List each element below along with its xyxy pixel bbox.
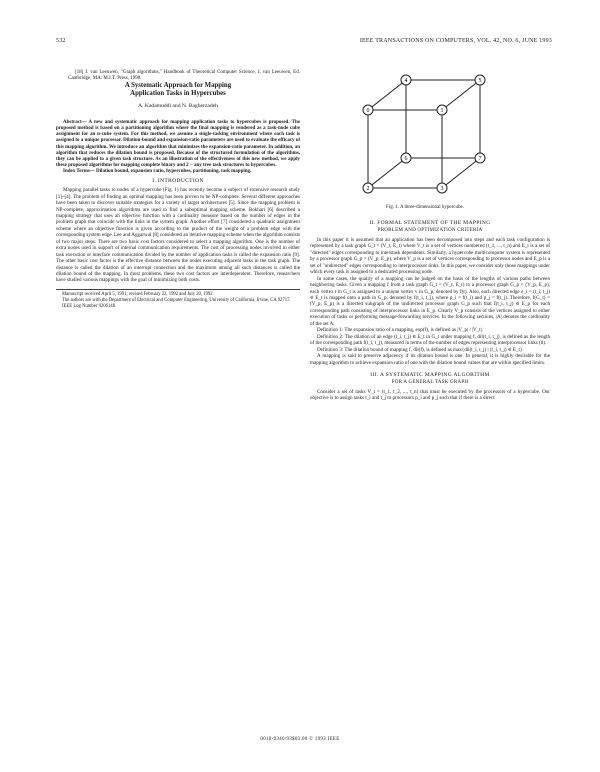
node-label-3: 3 — [440, 186, 444, 192]
article-authors: A. Kadamuddi and N. Bagherzadeh — [138, 103, 218, 110]
journal-header: IEEE TRANSACTIONS ON COMPUTERS, VOL. 42, NO. 6, JUNE 1993 — [359, 38, 552, 44]
definition-3: Definition 3: The dilation bound of mapping f, dil(f), is defined as max{dil(t_i, t_j) | (t_i, t_j) ∈ E_t}. — [317, 346, 524, 353]
node-label-5: 5 — [478, 78, 482, 84]
hypercube-figure — [350, 68, 498, 202]
node-label-6: 6 — [404, 156, 408, 162]
node-label-1: 1 — [440, 108, 444, 114]
edge-1-5 — [442, 80, 480, 110]
node-label-7: 7 — [478, 156, 482, 162]
footnote-log-number: IEEE Log Number 9206148. — [62, 303, 117, 309]
formal-paragraph-adjacency: A mapping is said to preserve adjacency if its dilation bound is one. In general, it is highly desirable for the mapping algorithm to achieve expansion ratio of one with the dilation bound values that are within specified limits. — [310, 353, 550, 366]
reference-18: [18] J. van Leeuwen, "Graph algorithms," Handbook of Theoretical Computer Science, J. van Leeuwen, Ed. Cambridge, MA: M.I.T. Press, 1990. — [68, 70, 300, 82]
definition-1: Definition 1: The expansion ratio of a mapping, exp(f), is defined as |V_p| / |V_t|. — [317, 327, 483, 334]
node-label-2: 2 — [366, 186, 370, 192]
title-line-1: A Systematic Approach for Mapping — [124, 82, 232, 90]
edge-2-6 — [368, 158, 406, 188]
figure-caption: Fig. 1. A three-dimensional hypercube. — [386, 205, 464, 210]
systematic-paragraph: Consider a set of tasks V_t = (t_1, t_2, ..., t_n) that must be executed by the processors of a hypercube. Our objective is to assign tasks t_i and t_j to processors p_i and p_j such that if there is a direct — [310, 388, 550, 402]
section-heading-formal-1: II. FORMAL STATEMENT OF THE MAPPING — [369, 220, 491, 226]
index-terms: Index Terms— Dilation bound, expansion ratio, hypercubes, partitioning, task mapping. — [63, 169, 252, 175]
hypercube-edges — [368, 80, 480, 188]
formal-paragraph-2: In some cases, the quality of a mapping can be judged on the basis of the lengths of various paths between neighboring tasks. Given a mapping f from a task graph G_t = (V_t, E_t) to a processor graph G_p = (V_p, E_p), each vertex t in G_t is assigned to a unique vertex v in G_p, denoted by f(t). Also, each directed edge e_i = (t_i, t_j) ∈ E_t is mapped onto a path in G_p, denoted by f(t_i, t_j), where p_i = f(t_i) and p_j = f(t_j). Therefore, f(G_t) = (V_p, E_p) is a directed subgraph of the undirected processor graph G_p such that f(t_i, t_j) ∈ E_p for each corresponding path consisting of interprocessor links in E_p. Clearly V_p consists of the vertices assigned to either execution of tasks or performing message-forwarding services. In the following sections, |A| denotes the cardinality of the set A. — [310, 275, 550, 327]
node-label-4: 4 — [404, 78, 408, 84]
left-column — [56, 70, 300, 310]
edge-3-7 — [442, 158, 480, 188]
copyright-footer: 0018-9340/93$03.00 © 1993 IEEE — [260, 737, 340, 742]
section-heading-formal-2: PROBLEM AND OPTIMIZATION CRITERIA — [377, 227, 483, 234]
footnote-affiliation: The authors are with the Department of Electrical and Computer Engineering, University of California, Irvine, CA 92717. — [62, 297, 291, 303]
intro-paragraph: Mapping parallel tasks to nodes of a hypercube (Fig. 1) has recently become a subject of extensive research study [1]–[4]. The problem of finding an optimal mapping has been proven to be NP-complete. Several different approaches have been taken to discover suitable strategies for a variety of target architectures [5]. Since the mapping problem is NP-complete, approximation algorithms are used to find a suboptimal mapping scheme. Bokhari [6] described a mapping strategy that uses an objective function with a cardinality measure based on the number of edges in the problem graph that coincide with the links in the system graph. Another effort [7] considered a quadratic assignment scheme where an objective function is given according to the product of the weight of a problem edge with the corresponding system edge. Lee and Aggarwal [8] considered an iterative mapping scheme when the algorithm consists of two major steps. There are two basic cost factors considered to select a mapping algorithm. One is the number of extra nodes used in support of internal communication requirements. The cost of processing nodes involved in either task execution or interface communication divided by the number of application tasks is called the expansion ratio [9]. The other basic cost factor is the effective distance between the nodes executing adjacent tasks in the task graph. The distance is called the dilation of an interrupt connection and the maximum among all such distances is called the dilation bound of the mapping. In most problems, these two cost factors are interdependent. Therefore, researchers have studied various mappings with the goal of minimizing both costs. — [56, 187, 300, 284]
node-label-0: 0 — [366, 108, 370, 114]
edge-0-4 — [368, 80, 406, 110]
definition-2: Definition 2: The dilation of an edge (t_i, t_j) ∈ E_t in G_t under mapping f, dil(t_i, t_j), is defined as the length of the corresponding path f(t_i, t_j), measured in terms of the number of edges representing interprocessor links (d). — [310, 333, 550, 347]
page-number: 532 — [56, 38, 66, 44]
article-title — [56, 82, 300, 98]
title-line-2: Application Tasks in Hypercubes — [130, 90, 226, 98]
right-column — [310, 218, 550, 402]
footnote — [56, 289, 300, 310]
abstract: Abstract— A new and systematic approach for mapping application tasks to hypercubes is proposed. The proposed method is based on a partitioning algorithm where the final mapping is rendered as a task-node cube assignment for an n-cube system. For this method, we assume a single-tasking environment where each task is assigned to a unique processor. Dilation-bound and expansion-ratio parameters are used to evaluate the efficacy of this mapping algorithm. We introduce an algorithm that minimizes the expansion-ratio parameter. In addition, an algorithm that reduces the dilation bound is proposed. Because of the structured formulation of the algorithms, they can be applied to a given task structure. As an illustration of the effectiveness of this new method, we apply these proposed algorithms for mapping complete binary and 2 − any tree task structures to hypercubes. — [56, 119, 300, 169]
hypercube-nodes — [363, 75, 485, 193]
section-heading-systematic-2: FOR A GENERAL TASK GRAPH — [391, 379, 469, 386]
formal-paragraph-1: In this paper it is assumed that an application has been decomposed into steps and each task configuration is represented by a task graph G_t = (V_t, E_t) where V_t is a set of vertices numbered (t_1, ..., t_n) and E_t is a set of "directed" edges corresponding to interstask dependents. Similarly, a hypercube multicomputer system is represented by a processor graph G_p = (V_p, E_p), where V_p is a set of vertices corresponding to processor nodes and E_p is a set of "undirected" edges corresponding to interprocessor links. In this paper, we consider only those mappings under which every task is assigned to a dedicated processing node. — [310, 236, 550, 276]
section-heading-systematic-1: III. A SYSTEMATIC MAPPING ALGORITHM — [370, 371, 490, 378]
section-heading-introduction: I. INTRODUCTION — [152, 177, 204, 184]
footnote-received: Manuscript received April 5, 1991; revised February 22, 1992 and July 20, 1992. — [62, 291, 214, 297]
